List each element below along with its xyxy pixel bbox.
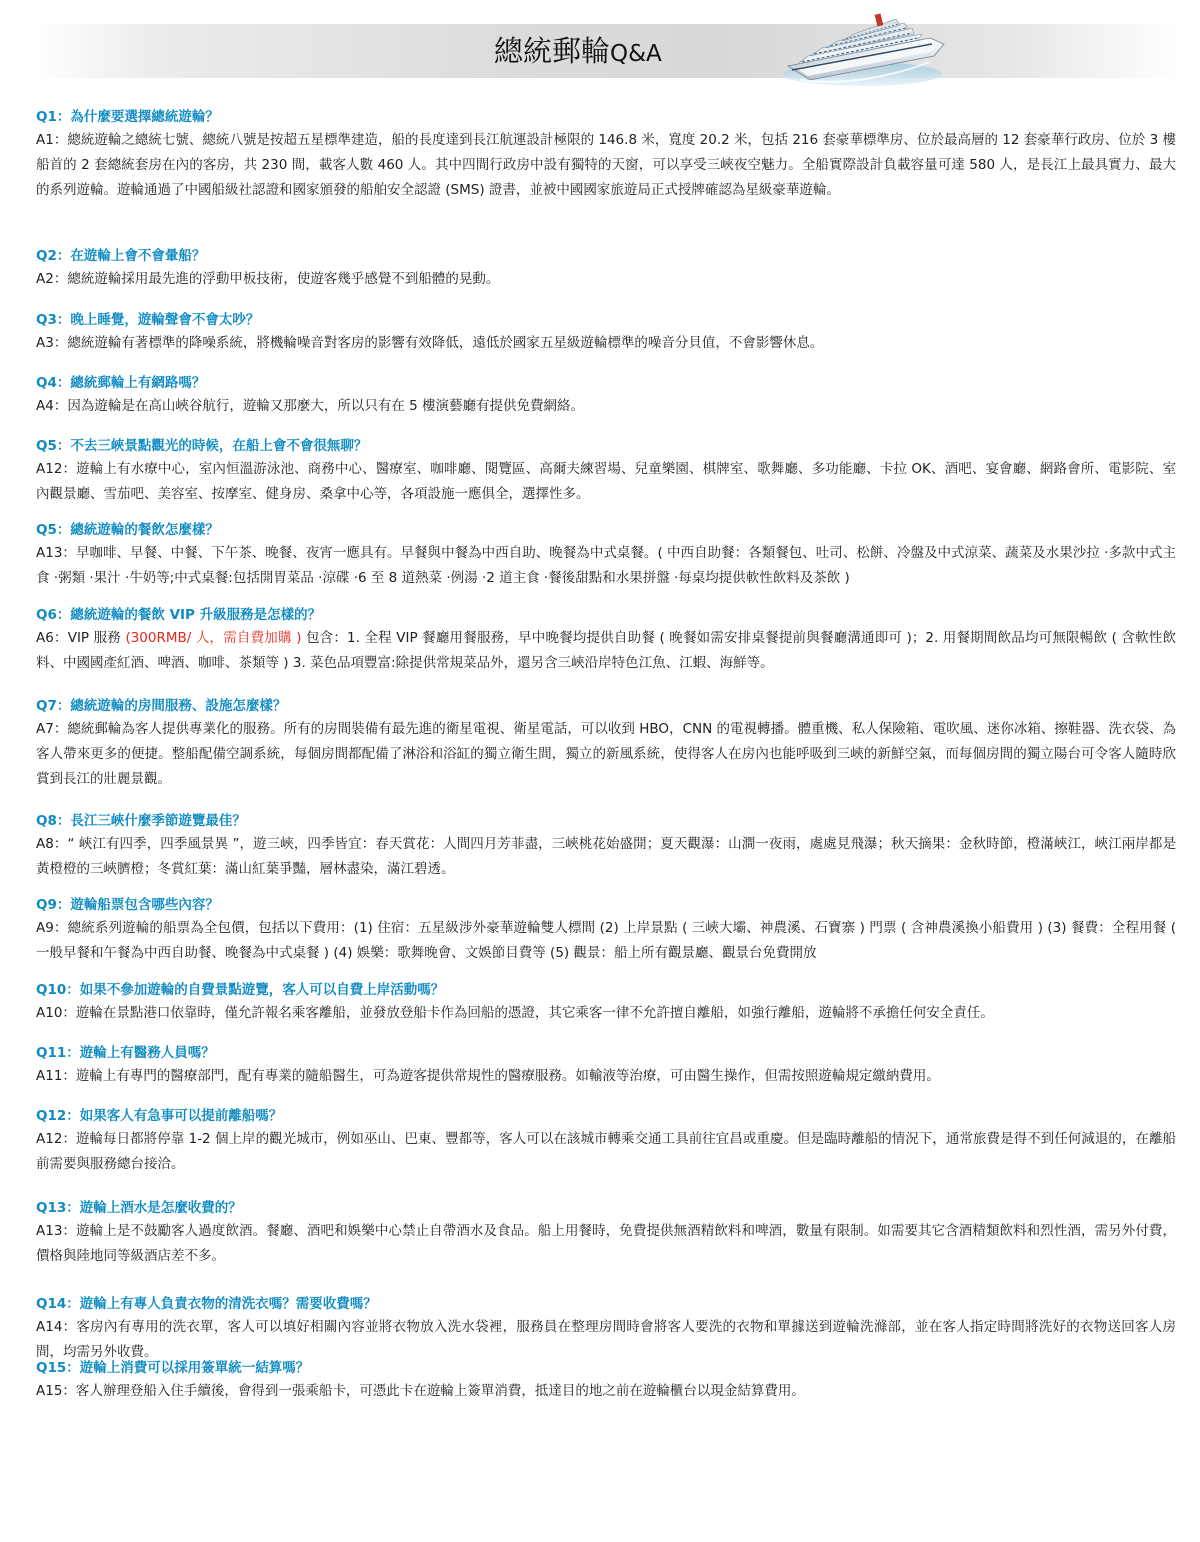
answer-6: A13：早咖啡、早餐、中餐、下午茶、晚餐、夜宵一應具有。早餐與中餐為中西自助、晚餐為中式桌餐。( 中西自助餐：各類餐包、吐司、松餅、冷盤及中式涼菜、蔬菜及水果沙拉 ·多款中式主食 ·粥類 ·果汁 ·牛奶等;中式桌餐:包括開胃菜品 ·涼碟 ·6 至 8 道熱菜 ·例湯 ·2 道主食 ·餐後甜點和水果拼盤 ·每桌均提供軟性飲料及茶飲 ) <box>36 545 1176 586</box>
qa-item-6 <box>36 519 1176 591</box>
question-15: Q14：遊輪上有專人負責衣物的清洗衣嗎？需要收費嗎？ <box>36 1296 377 1312</box>
cruise-ship-icon <box>780 10 950 92</box>
question-7: Q6：總統遊輪的餐飲 VIP 升級服務是怎樣的？ <box>36 607 322 623</box>
answer-14: A13：遊輪上是不鼓勵客人過度飲酒。餐廳、酒吧和娛樂中心禁止自帶酒水及食品。船上用餐時，免費提供無酒精飲料和啤酒，數量有限制。如需要其它含酒精類飲料和烈性酒，需另外付費，價格與陸地同等級酒店差不多。 <box>36 1223 1176 1264</box>
answer-10: A9：總統系列遊輪的船票為全包價，包括以下費用：(1) 住宿：五星級涉外豪華遊輪雙人標間 (2) 上岸景點 ( 三峽大壩、神農溪、石寶寨 ) 門票 ( 含神農溪換小船費用 ) (3) 餐費：全程用餐 ( 一般早餐和午餐為中西自助餐、晚餐為中式桌餐 ) (4) 娛樂：歌舞晚會、文娛節目費等 (5) 觀景：船上所有觀景廳、觀景台免費開放 <box>36 920 1176 961</box>
answer-8: A7：總統郵輪為客人提供專業化的服務。所有的房間裝備有最先進的衛星電視、衛星電話，可以收到 HBO，CNN 的電視轉播。體重機、私人保險箱、電吹風、迷你冰箱、擦鞋器、洗衣袋、為客人帶來更多的便捷。整船配備空調系統，每個房間都配備了淋浴和浴缸的獨立衛生間，獨立的新風系統，使得客人在房內也能呼吸到三峽的新鮮空氣，而每個房間的獨立陽台可令客人隨時欣賞到長江的壯麗景觀。 <box>36 721 1176 787</box>
question-9: Q8：長江三峽什麼季節遊覽最佳？ <box>36 813 246 829</box>
qa-item-12 <box>36 1042 1176 1089</box>
page-title-en: Q&A <box>610 41 662 67</box>
question-5: Q5：不去三峽景點觀光的時候，在船上會不會很無聊？ <box>36 438 368 454</box>
answer-16: A15：客人辦理登船入住手續後，會得到一張乘船卡，可憑此卡在遊輪上簽單消費，抵達目的地之前在遊輪櫃台以現金結算費用。 <box>36 1383 805 1399</box>
answer-4: A4：因為遊輪是在高山峽谷航行，遊輪又那麼大，所以只有在 5 樓演藝廳有提供免費網絡。 <box>36 398 584 414</box>
answer-1: A1：總統遊輪之總統七號、總統八號是按超五星標準建造，船的長度達到長江航運設計極限的 146.8 米，寬度 20.2 米，包括 216 套豪華標準房、位於最高層的 12 套豪華行政房、位於 3 樓船首的 2 套總統套房在內的客房，共 230 間，載客人數 460 人。其中四間行政房中設有獨特的天窗，可以享受三峽夜空魅力。全船實際設計負載容量可達 580 人，是長江上最具實力、最大的系列遊輪。遊輪通過了中國船級社認證和國家頒發的船舶安全認證 (SMS) 證書，並被中國國家旅遊局正式授牌確認為星級豪華遊輪。 <box>36 132 1176 198</box>
question-16: Q15：遊輪上消費可以採用簽單統一結算嗎？ <box>36 1360 310 1376</box>
question-6: Q5：總統遊輪的餐飲怎麼樣？ <box>36 522 219 538</box>
answer-13: A12：遊輪每日都將停靠 1-2 個上岸的觀光城市，例如巫山、巴東、豐都等，客人可以在該城市轉乘交通工具前往宜昌或重慶。但是臨時離船的情況下，通常旅費是得不到任何減退的，在離船前需要與服務總台接洽。 <box>36 1131 1176 1172</box>
question-3: Q3：晚上睡覺，遊輪聲會不會太吵？ <box>36 312 260 328</box>
qa-item-3 <box>36 309 1176 356</box>
question-11: Q10：如果不參加遊輪的自費景點遊覽，客人可以自費上岸活動嗎？ <box>36 982 445 998</box>
answer-3: A3：總統遊輪有著標準的降噪系統，將機輪噪音對客房的影響有效降低，遠低於國家五星級遊輪標準的噪音分貝值，不會影響休息。 <box>36 335 824 351</box>
answer-2: A2：總統遊輪採用最先進的浮動甲板技術，使遊客幾乎感覺不到船體的晃動。 <box>36 271 500 287</box>
question-13: Q12：如果客人有急事可以提前離船嗎？ <box>36 1108 283 1124</box>
qa-item-14 <box>36 1197 1176 1269</box>
qa-item-4 <box>36 372 1176 419</box>
qa-item-11 <box>36 979 1176 1026</box>
qa-item-5 <box>36 435 1176 507</box>
question-1: Q1：為什麼要選擇總統遊輪？ <box>36 109 219 125</box>
answer-12: A11：遊輪上有專門的醫療部門，配有專業的隨船醫生，可為遊客提供常規性的醫療服務。如輸液等治療，可由醫生操作，但需按照遊輪規定繳納費用。 <box>36 1068 940 1084</box>
question-12: Q11：遊輪上有醫務人員嗎？ <box>36 1045 215 1061</box>
answer-9: A8：“ 峽江有四季，四季風景異 ”，遊三峽，四季皆宜：春天賞花：人間四月芳菲盡，三峽桃花始盛開；夏天觀瀑：山澗一夜雨，處處見飛瀑；秋天摘果：金秋時節，橙滿峽江，峽江兩岸都是黃橙橙的三峽臍橙；冬賞紅葉：滿山紅葉爭豔，層林盡染，滿江碧透。 <box>36 836 1176 877</box>
question-4: Q4：總統郵輪上有網路嗎？ <box>36 375 206 391</box>
page-title <box>494 31 662 74</box>
answer-11: A10：遊輪在景點港口依靠時，僅允許報名乘客離船，並發放登船卡作為回船的憑證，其它乘客一律不允許擅自離船，如強行離船，遊輪將不承擔任何安全責任。 <box>36 1005 994 1021</box>
qa-item-2 <box>36 245 1176 292</box>
qa-item-10 <box>36 894 1176 966</box>
page-title-cn: 總統郵輪 <box>494 34 611 68</box>
question-14: Q13：遊輪上酒水是怎麼收費的？ <box>36 1200 242 1216</box>
qa-item-7 <box>36 604 1176 676</box>
answer-7-text: A6：VIP 服務 <box>36 630 126 646</box>
question-2: Q2：在遊輪上會不會暈船？ <box>36 248 206 264</box>
question-8: Q7：總統遊輪的房間服務、設施怎麼樣？ <box>36 698 287 714</box>
qa-item-15 <box>36 1293 1176 1365</box>
qa-item-8 <box>36 695 1176 792</box>
qa-item-13 <box>36 1105 1176 1177</box>
vip-price-note: (300RMB/ 人，需自費加購 ) <box>125 630 302 646</box>
qa-item-16 <box>36 1357 1176 1404</box>
qa-item-9 <box>36 810 1176 882</box>
answer-7-rest: 包含：1. 全程 VIP 餐廳用餐服務，早中晚餐均提供自助餐 ( 晚餐如需安排桌餐提前與餐廳溝通即可 )；2. 用餐期間飲品均可無限暢飲 ( 含軟性飲料、中國國產紅酒、啤酒、咖啡、茶類等 ) 3. 菜色品項豐富:除提供常規菜品外，還另含三峽沿岸特色江魚、江蝦、海鮮等。 <box>36 630 1176 671</box>
answer-15: A14：客房內有專用的洗衣單，客人可以填好相關內容並將衣物放入洗水袋裡，服務員在整理房間時會將客人要洗的衣物和單據送到遊輪洗滌部，並在客人指定時間將洗好的衣物送回客人房間，均需另外收費。 <box>36 1319 1176 1360</box>
qa-item-1 <box>36 106 1176 203</box>
question-10: Q9：遊輪船票包含哪些內容？ <box>36 897 219 913</box>
answer-7 <box>36 626 1176 676</box>
answer-5: A12：遊輪上有水療中心，室內恒溫游泳池、商務中心、醫療室、咖啡廳、閱覽區、高爾夫練習場、兒童樂園、棋牌室、歌舞廳、多功能廳、卡拉 OK、酒吧、宴會廳、網路會所、電影院、室內觀景廳、雪茄吧、美容室、按摩室、健身房、桑拿中心等，各項設施一應俱全，選擇性多。 <box>36 461 1176 502</box>
